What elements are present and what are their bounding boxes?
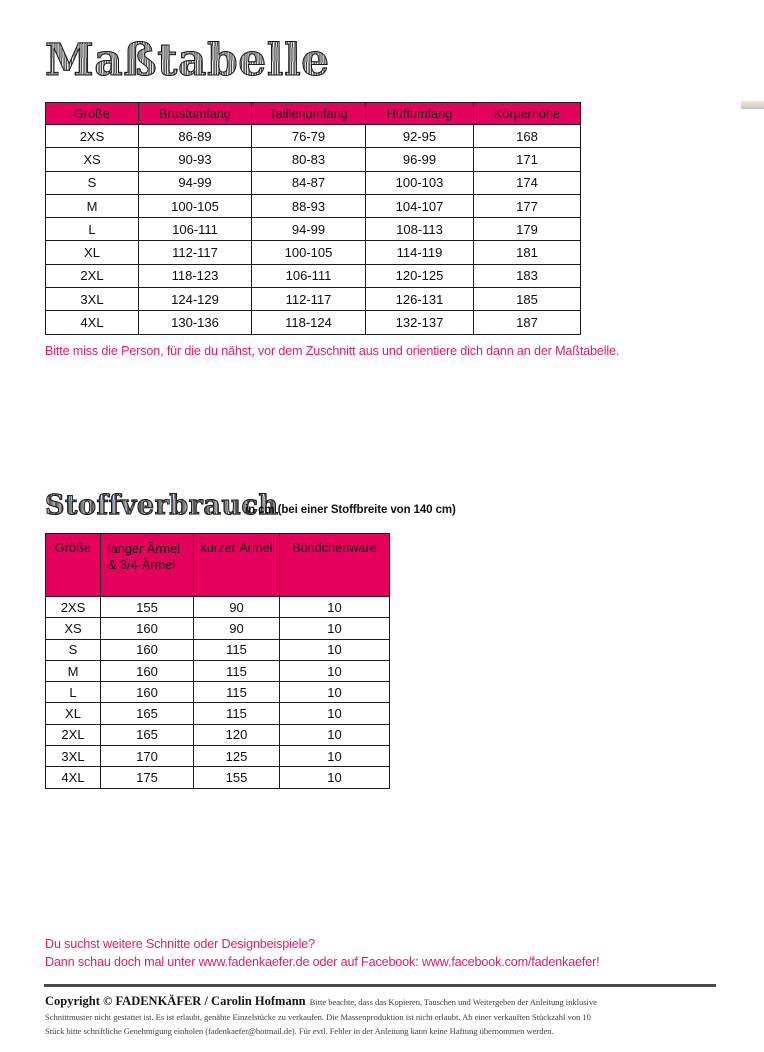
- cell-size: XS: [46, 148, 139, 171]
- copyright-footer: [45, 992, 725, 1039]
- cell-size: 3XL: [46, 746, 101, 767]
- cell-hip: 104-107: [366, 194, 474, 217]
- cell-ribbing: 10: [280, 746, 390, 767]
- column-header-groesse: Größe: [46, 103, 139, 125]
- cell-size: XS: [46, 618, 101, 639]
- cell-short-sleeve: 155: [194, 767, 280, 788]
- cell-height: 174: [474, 171, 581, 194]
- column-header-line1: langer Ärmel: [108, 542, 181, 556]
- cell-height: 179: [474, 218, 581, 241]
- cell-hip: 120-125: [366, 264, 474, 287]
- cell-short-sleeve: 125: [194, 746, 280, 767]
- cell-short-sleeve: 115: [194, 703, 280, 724]
- cell-size: 2XS: [46, 125, 139, 148]
- column-header-groesse: Größe: [46, 534, 101, 597]
- cell-size: L: [46, 682, 101, 703]
- cell-size: 4XL: [46, 767, 101, 788]
- cell-bust: 124-129: [139, 288, 252, 311]
- cell-height: 171: [474, 148, 581, 171]
- column-header-brustumfang: Brustumfang: [139, 103, 252, 125]
- cell-height: 187: [474, 311, 581, 334]
- cell-bust: 90-93: [139, 148, 252, 171]
- cell-bust: 118-123: [139, 264, 252, 287]
- table-row: [46, 125, 581, 148]
- table-row: [46, 703, 390, 724]
- promo-block: [45, 935, 600, 971]
- cell-short-sleeve: 115: [194, 639, 280, 660]
- table-row: [46, 660, 390, 681]
- column-header-taillenumfang: Taillenumfang: [252, 103, 366, 125]
- cell-ribbing: 10: [280, 597, 390, 618]
- cell-size: S: [46, 171, 139, 194]
- cell-waist: 118-124: [252, 311, 366, 334]
- table-row: [46, 218, 581, 241]
- footer-line-1: [45, 992, 725, 1010]
- table-row: [46, 682, 390, 703]
- promo-line-2[interactable]: Dann schau doch mal unter www.fadenkaefer.de oder auf Facebook: www.facebook.com/fadenkaefer!: [45, 955, 600, 969]
- table-row: [46, 639, 390, 660]
- cell-size: 4XL: [46, 311, 139, 334]
- cell-long-sleeve: 170: [101, 746, 194, 767]
- cell-size: 2XS: [46, 597, 101, 618]
- cell-ribbing: 10: [280, 639, 390, 660]
- cell-ribbing: 10: [280, 767, 390, 788]
- cell-height: 185: [474, 288, 581, 311]
- cell-short-sleeve: 90: [194, 597, 280, 618]
- column-header-line2: & 3/4-Ärmel: [108, 558, 176, 572]
- cell-size: XL: [46, 241, 139, 264]
- cell-hip: 96-99: [366, 148, 474, 171]
- column-header-kurzer-aermel: kurzer Ärmel: [194, 534, 280, 597]
- table-row: [46, 597, 390, 618]
- table-row: [46, 746, 390, 767]
- cell-size: M: [46, 660, 101, 681]
- table-row: [46, 724, 390, 745]
- cell-size: M: [46, 194, 139, 217]
- table-row: [46, 148, 581, 171]
- cell-waist: 80-83: [252, 148, 366, 171]
- cell-height: 183: [474, 264, 581, 287]
- cell-short-sleeve: 120: [194, 724, 280, 745]
- cell-size: 2XL: [46, 724, 101, 745]
- cell-ribbing: 10: [280, 660, 390, 681]
- cell-waist: 84-87: [252, 171, 366, 194]
- table-header-row: [46, 103, 581, 125]
- footer-terms-part-1: Bitte beachte, dass das Kopieren, Tauschen und Weitergeben der Anleitung inklusive: [309, 997, 597, 1007]
- footer-line-2: Schnittmuster nicht gestattet ist. Es ist erlaubt, genähte Einzelstücke zu verkaufen. Die Massenproduktion ist nicht erlaubt. Ab einer verkauften Stückzahl von 10: [45, 1012, 591, 1022]
- column-header-buendchenware: Bündchenware: [280, 534, 390, 597]
- cell-short-sleeve: 115: [194, 682, 280, 703]
- cell-ribbing: 10: [280, 724, 390, 745]
- cell-long-sleeve: 175: [101, 767, 194, 788]
- cell-bust: 112-117: [139, 241, 252, 264]
- cell-size: XL: [46, 703, 101, 724]
- cell-bust: 94-99: [139, 171, 252, 194]
- cell-long-sleeve: 160: [101, 639, 194, 660]
- cell-height: 177: [474, 194, 581, 217]
- scan-artifact-smudge: [741, 101, 764, 109]
- promo-line-1: Du suchst weitere Schnitte oder Designbeispiele?: [45, 937, 316, 951]
- cell-short-sleeve: 115: [194, 660, 280, 681]
- cell-ribbing: 10: [280, 682, 390, 703]
- cell-long-sleeve: 165: [101, 703, 194, 724]
- table-row: [46, 618, 390, 639]
- cell-bust: 86-89: [139, 125, 252, 148]
- cell-hip: 114-119: [366, 241, 474, 264]
- table-header-row: [46, 534, 390, 597]
- cell-long-sleeve: 160: [101, 682, 194, 703]
- section-title-stoffverbrauch: Stoffverbrauch: [45, 490, 279, 521]
- table-row: [46, 767, 390, 788]
- cell-height: 181: [474, 241, 581, 264]
- page-title-masstabelle: Maßtabelle: [45, 35, 330, 86]
- cell-size: S: [46, 639, 101, 660]
- cell-size: L: [46, 218, 139, 241]
- table-row: [46, 311, 581, 334]
- cell-ribbing: 10: [280, 618, 390, 639]
- cell-long-sleeve: 160: [101, 618, 194, 639]
- table-row: [46, 194, 581, 217]
- footer-line-3: Stück bitte schriftliche Genehmigung einholen (fadenkaefer@hotmail.de). Für evtl. Fehler in der Anleitung kann keine Haftung übernommen werden.: [45, 1026, 554, 1037]
- cell-waist: 106-111: [252, 264, 366, 287]
- cell-height: 168: [474, 125, 581, 148]
- cell-waist: 76-79: [252, 125, 366, 148]
- footer-divider: [44, 984, 716, 987]
- cell-long-sleeve: 160: [101, 660, 194, 681]
- section-subtitle-fabric-width: in cm (bei einer Stoffbreite von 140 cm): [245, 504, 456, 516]
- cell-hip: 108-113: [366, 218, 474, 241]
- cell-waist: 100-105: [252, 241, 366, 264]
- column-header-langer-aermel: [101, 534, 194, 597]
- cell-size: 2XL: [46, 264, 139, 287]
- cell-short-sleeve: 90: [194, 618, 280, 639]
- cell-hip: 126-131: [366, 288, 474, 311]
- cell-hip: 92-95: [366, 125, 474, 148]
- cell-ribbing: 10: [280, 703, 390, 724]
- table-row: [46, 241, 581, 264]
- table-row: [46, 171, 581, 194]
- measure-instruction-note: Bitte miss die Person, für die du nähst, vor dem Zuschnitt aus und orientiere dich dann an der Maßtabelle.: [45, 344, 620, 358]
- cell-waist: 112-117: [252, 288, 366, 311]
- cell-hip: 100-103: [366, 171, 474, 194]
- measurements-table: [45, 102, 581, 335]
- table-row: [46, 264, 581, 287]
- cell-bust: 130-136: [139, 311, 252, 334]
- cell-size: 3XL: [46, 288, 139, 311]
- table-row: [46, 288, 581, 311]
- fabric-consumption-table: [45, 533, 390, 789]
- cell-hip: 132-137: [366, 311, 474, 334]
- cell-waist: 88-93: [252, 194, 366, 217]
- cell-long-sleeve: 155: [101, 597, 194, 618]
- column-header-koerperhoehe: Körperhöhe: [474, 103, 581, 125]
- cell-waist: 94-99: [252, 218, 366, 241]
- cell-bust: 106-111: [139, 218, 252, 241]
- copyright-holder: Copyright © FADENKÄFER / Carolin Hofmann: [45, 994, 306, 1008]
- column-header-hueftumfang: Hüftumfang: [366, 103, 474, 125]
- cell-long-sleeve: 165: [101, 724, 194, 745]
- cell-bust: 100-105: [139, 194, 252, 217]
